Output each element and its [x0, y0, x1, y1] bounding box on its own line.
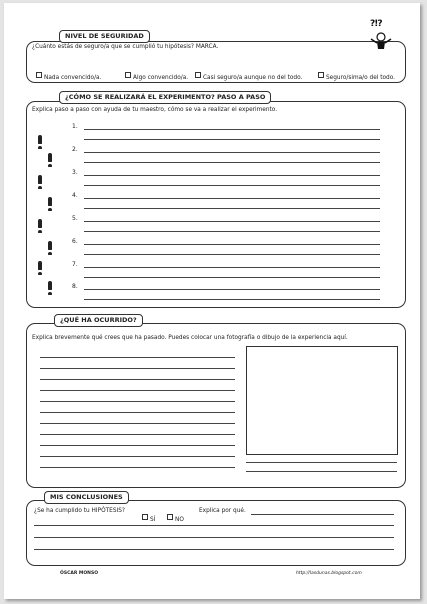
checkbox[interactable] [318, 72, 324, 78]
seguridad-question: ¿Cuánto estás de seguro/a que se cumplió tu hipótesis? MARCA. [32, 44, 219, 50]
step-number: 1. [72, 123, 78, 130]
si-label: SÍ [150, 517, 156, 523]
checkbox[interactable] [125, 72, 131, 78]
no-label: NO [175, 517, 184, 523]
confidence-option-algo[interactable] [125, 64, 188, 83]
checkbox[interactable] [142, 514, 148, 520]
step-number: 4. [72, 192, 78, 199]
ocurrido-title: ¿QUÉ HA OCURRIDO? [54, 314, 143, 327]
checkbox[interactable] [36, 72, 42, 78]
confidence-option-seguro[interactable] [318, 64, 395, 83]
author-name: ÓSCAR MONSO [60, 571, 99, 576]
ocurrido-instruction: Explica brevemente qué crees que ha pasado. Puedes colocar una fotografía o dibujo de la experiencia aquí. [32, 335, 348, 341]
step-number: 2. [72, 146, 78, 153]
hipotesis-no[interactable] [167, 506, 184, 525]
photo-drawing-box[interactable] [246, 346, 398, 455]
blog-url[interactable]: http://lasdunas.blogspot.com [296, 571, 362, 576]
conclusiones-title: MIS CONCLUSIONES [44, 491, 129, 504]
pasos-instruction: Explica paso a paso con ayuda de tu maestro, cómo se va a realizar el experimento. [32, 107, 278, 113]
worksheet-page [4, 3, 420, 599]
footprints-icon [36, 131, 58, 303]
pasos-title: ¿CÓMO SE REALIZARÁ EL EXPERIMENTO? PASO A PASO [59, 91, 271, 104]
question-marks: ?!? [370, 19, 382, 29]
confidence-option-nada[interactable] [36, 64, 101, 83]
step-number: 6. [72, 238, 78, 245]
step-number: 8. [72, 283, 78, 290]
step-number: 3. [72, 169, 78, 176]
option-label: Casi seguro/a aunque no del todo. [203, 75, 303, 81]
option-label: Nada convencido/a. [44, 75, 102, 81]
step-number: 7. [72, 261, 78, 268]
checkbox[interactable] [167, 514, 173, 520]
explica-label: Explica por qué. [199, 508, 246, 514]
hipotesis-si[interactable] [142, 506, 155, 525]
thinking-person-icon [368, 21, 394, 51]
step-number: 5. [72, 215, 78, 222]
checkbox[interactable] [195, 72, 201, 78]
option-label: Algo convencido/a. [133, 75, 189, 81]
hipotesis-question: ¿Se ha cumplido tu HIPÓTESIS? [34, 508, 125, 514]
confidence-option-casi[interactable] [195, 64, 302, 83]
option-label: Seguro/sima/o del todo. [326, 75, 396, 81]
seguridad-title: NIVEL DE SEGURIDAD [59, 30, 150, 43]
